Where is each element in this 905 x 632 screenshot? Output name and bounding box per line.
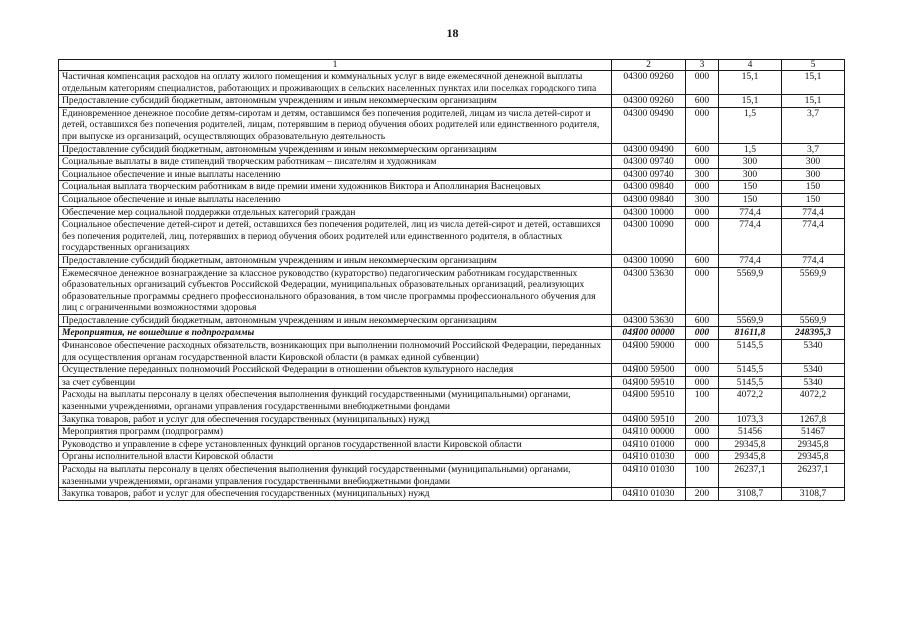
row-name: Ежемесячное денежное вознаграждение за классное руководство (кураторство) педагогическим работникам государственных образовательных организаций субъектов Российской Федерации, муниципальных образовательных организаций, реализующих образовательные программы среднего профессионального образования, в том числе программы профессионального обучения для лиц с ограниченными возможностями здоровья xyxy=(59,267,612,314)
row-value-col5: 3,7 xyxy=(782,107,845,143)
table-row xyxy=(59,168,845,181)
row-value-col5: 774,4 xyxy=(782,206,845,219)
row-value-col5: 3,7 xyxy=(782,143,845,156)
row-expense-type: 000 xyxy=(686,451,719,464)
row-value-col4: 3108,7 xyxy=(719,488,782,501)
row-expense-type: 000 xyxy=(686,267,719,314)
table-row xyxy=(59,181,845,194)
row-value-col5: 774,4 xyxy=(782,219,845,255)
table-row xyxy=(59,376,845,389)
row-name: за счет субвенции xyxy=(59,376,612,389)
row-code: 04300 10000 xyxy=(612,206,686,219)
row-code: 04300 09490 xyxy=(612,107,686,143)
row-expense-type: 600 xyxy=(686,143,719,156)
row-expense-type: 100 xyxy=(686,389,719,413)
table-row xyxy=(59,327,845,340)
row-code: 04Я00 59000 xyxy=(612,340,686,364)
table-row xyxy=(59,488,845,501)
row-name: Закупка товаров, работ и услуг для обеспечения государственных (муниципальных) нужд xyxy=(59,488,612,501)
row-name: Расходы на выплаты персоналу в целях обеспечения выполнения функций государственными (муниципальными) органами, казенными учреждениями, органами управления государственными внебюджетными фондами xyxy=(59,389,612,413)
row-value-col4: 5569,9 xyxy=(719,314,782,327)
row-expense-type: 000 xyxy=(686,340,719,364)
row-value-col5: 774,4 xyxy=(782,254,845,267)
table-body xyxy=(59,71,845,501)
row-name: Финансовое обеспечение расходных обязательств, возникающих при выполнении полномочий Российской Федерации, переданных для осуществления органам государственной власти Кировской области (в рамках единой субвенции) xyxy=(59,340,612,364)
row-value-col4: 51456 xyxy=(719,426,782,439)
table-row xyxy=(59,71,845,95)
row-value-col4: 1,5 xyxy=(719,143,782,156)
row-value-col5: 26237,1 xyxy=(782,464,845,488)
row-expense-type: 200 xyxy=(686,488,719,501)
row-name: Социальное обеспечение детей-сирот и детей, оставшихся без попечения родителей, лиц из числа детей-сирот и детей, оставшихся без попечения родителей, лиц, потерявших в период обучения обоих родителей или единственного родителя, в областных государственных организациях xyxy=(59,219,612,255)
row-expense-type: 300 xyxy=(686,168,719,181)
row-code: 04Я10 01030 xyxy=(612,451,686,464)
row-value-col5: 29345,8 xyxy=(782,438,845,451)
row-value-col4: 26237,1 xyxy=(719,464,782,488)
row-value-col4: 5145,5 xyxy=(719,364,782,377)
row-code: 04Я00 59510 xyxy=(612,376,686,389)
row-name: Предоставление субсидий бюджетным, автономным учреждениям и иным некоммерческим организациям xyxy=(59,254,612,267)
row-value-col4: 5145,5 xyxy=(719,340,782,364)
row-value-col4: 774,4 xyxy=(719,254,782,267)
row-value-col4: 1,5 xyxy=(719,107,782,143)
table-row xyxy=(59,464,845,488)
row-code: 04Я00 59500 xyxy=(612,364,686,377)
row-code: 04Я00 59510 xyxy=(612,389,686,413)
row-code: 04300 09260 xyxy=(612,95,686,108)
row-value-col5: 5569,9 xyxy=(782,267,845,314)
row-expense-type: 000 xyxy=(686,438,719,451)
row-code: 04300 09260 xyxy=(612,71,686,95)
table-row xyxy=(59,206,845,219)
row-value-col4: 1073,3 xyxy=(719,413,782,426)
header-col-4: 4 xyxy=(719,60,782,71)
table-row xyxy=(59,254,845,267)
row-name: Единовременное денежное пособие детям-сиротам и детям, оставшимся без попечения родителей, лицам из числа детей-сирот и детей, оставшихся без попечения родителей, лицам, потерявшим в период обучения обоих родителей или единственного родителя, при выпуске из организаций, осуществляющих образовательную деятельность xyxy=(59,107,612,143)
table-row xyxy=(59,413,845,426)
row-name: Предоставление субсидий бюджетным, автономным учреждениям и иным некоммерческим организациям xyxy=(59,314,612,327)
row-expense-type: 000 xyxy=(686,181,719,194)
row-expense-type: 600 xyxy=(686,254,719,267)
row-expense-type: 600 xyxy=(686,314,719,327)
row-value-col4: 5145,5 xyxy=(719,376,782,389)
row-value-col5: 4072,2 xyxy=(782,389,845,413)
row-value-col5: 150 xyxy=(782,181,845,194)
row-code: 04300 53630 xyxy=(612,314,686,327)
table-row xyxy=(59,143,845,156)
row-name: Социальные выплаты в виде стипендий творческим работникам – писателям и художникам xyxy=(59,156,612,169)
row-value-col4: 300 xyxy=(719,168,782,181)
row-code: 04300 09840 xyxy=(612,193,686,206)
row-value-col5: 300 xyxy=(782,156,845,169)
row-value-col4: 300 xyxy=(719,156,782,169)
row-value-col5: 1267,8 xyxy=(782,413,845,426)
row-name: Обеспечение мер социальной поддержки отдельных категорий граждан xyxy=(59,206,612,219)
row-value-col4: 150 xyxy=(719,181,782,194)
row-expense-type: 000 xyxy=(686,327,719,340)
row-name: Социальное обеспечение и иные выплаты населению xyxy=(59,168,612,181)
table-row xyxy=(59,438,845,451)
row-name: Социальная выплата творческим работникам в виде премии имени художников Виктора и Аполлинария Васнецовых xyxy=(59,181,612,194)
page-number: 18 xyxy=(446,26,459,40)
row-name: Расходы на выплаты персоналу в целях обеспечения выполнения функций государственными (муниципальными) органами, казенными учреждениями, органами управления государственными внебюджетными фондами xyxy=(59,464,612,488)
row-code: 04Я00 59510 xyxy=(612,413,686,426)
row-expense-type: 100 xyxy=(686,464,719,488)
table-header-row xyxy=(59,60,845,71)
row-name: Мероприятия, не вошедшие в подпрограммы xyxy=(59,327,612,340)
row-name: Социальное обеспечение и иные выплаты населению xyxy=(59,193,612,206)
row-code: 04300 10090 xyxy=(612,254,686,267)
row-code: 04300 09840 xyxy=(612,181,686,194)
row-expense-type: 000 xyxy=(686,426,719,439)
row-code: 04300 09740 xyxy=(612,156,686,169)
table-row xyxy=(59,389,845,413)
row-value-col4: 15,1 xyxy=(719,95,782,108)
table-row xyxy=(59,267,845,314)
budget-table xyxy=(58,59,845,501)
row-name: Закупка товаров, работ и услуг для обеспечения государственных (муниципальных) нужд xyxy=(59,413,612,426)
row-expense-type: 000 xyxy=(686,364,719,377)
row-value-col4: 5569,9 xyxy=(719,267,782,314)
row-value-col5: 29345,8 xyxy=(782,451,845,464)
table-row xyxy=(59,95,845,108)
table-row xyxy=(59,107,845,143)
header-col-1: 1 xyxy=(59,60,612,71)
row-name: Предоставление субсидий бюджетным, автономным учреждениям и иным некоммерческим организациям xyxy=(59,143,612,156)
row-value-col5: 15,1 xyxy=(782,95,845,108)
table-row xyxy=(59,314,845,327)
header-col-5: 5 xyxy=(782,60,845,71)
row-name: Осуществление переданных полномочий Российской Федерации в отношении объектов культурного наследия xyxy=(59,364,612,377)
row-code: 04Я10 01000 xyxy=(612,438,686,451)
row-code: 04Я10 01030 xyxy=(612,464,686,488)
row-expense-type: 000 xyxy=(686,107,719,143)
row-value-col5: 300 xyxy=(782,168,845,181)
row-expense-type: 300 xyxy=(686,193,719,206)
row-value-col4: 29345,8 xyxy=(719,451,782,464)
row-value-col5: 15,1 xyxy=(782,71,845,95)
row-value-col5: 248395,3 xyxy=(782,327,845,340)
header-col-2: 2 xyxy=(612,60,686,71)
row-code: 04Я10 01030 xyxy=(612,488,686,501)
row-code: 04300 09490 xyxy=(612,143,686,156)
row-value-col5: 51467 xyxy=(782,426,845,439)
row-code: 04300 09740 xyxy=(612,168,686,181)
table-row xyxy=(59,156,845,169)
row-name: Частичная компенсация расходов на оплату жилого помещения и коммунальных услуг в виде ежемесячной денежной выплаты отдельным категориям специалистов, работающих и проживающих в сельских населенных пунктах или поселках городского типа xyxy=(59,71,612,95)
row-name: Мероприятия программ (подпрограмм) xyxy=(59,426,612,439)
row-expense-type: 600 xyxy=(686,95,719,108)
row-value-col5: 150 xyxy=(782,193,845,206)
row-value-col4: 150 xyxy=(719,193,782,206)
table-row xyxy=(59,426,845,439)
table-row xyxy=(59,193,845,206)
row-value-col4: 774,4 xyxy=(719,219,782,255)
row-code: 04Я00 00000 xyxy=(612,327,686,340)
row-value-col5: 5340 xyxy=(782,364,845,377)
header-col-3: 3 xyxy=(686,60,719,71)
row-value-col5: 5340 xyxy=(782,340,845,364)
table-row xyxy=(59,219,845,255)
row-value-col4: 4072,2 xyxy=(719,389,782,413)
row-code: 04300 10090 xyxy=(612,219,686,255)
row-value-col5: 3108,7 xyxy=(782,488,845,501)
table-row xyxy=(59,451,845,464)
row-expense-type: 000 xyxy=(686,376,719,389)
row-expense-type: 000 xyxy=(686,71,719,95)
row-expense-type: 200 xyxy=(686,413,719,426)
row-name: Предоставление субсидий бюджетным, автономным учреждениям и иным некоммерческим организациям xyxy=(59,95,612,108)
table-row xyxy=(59,340,845,364)
row-name: Руководство и управление в сфере установленных функций органов государственной власти Кировской области xyxy=(59,438,612,451)
row-code: 04Я10 00000 xyxy=(612,426,686,439)
row-expense-type: 000 xyxy=(686,156,719,169)
row-value-col4: 774,4 xyxy=(719,206,782,219)
row-value-col5: 5569,9 xyxy=(782,314,845,327)
table-row xyxy=(59,364,845,377)
row-value-col4: 29345,8 xyxy=(719,438,782,451)
row-expense-type: 000 xyxy=(686,206,719,219)
row-code: 04300 53630 xyxy=(612,267,686,314)
row-value-col4: 81611,8 xyxy=(719,327,782,340)
row-expense-type: 000 xyxy=(686,219,719,255)
row-value-col5: 5340 xyxy=(782,376,845,389)
row-name: Органы исполнительной власти Кировской области xyxy=(59,451,612,464)
row-value-col4: 15,1 xyxy=(719,71,782,95)
